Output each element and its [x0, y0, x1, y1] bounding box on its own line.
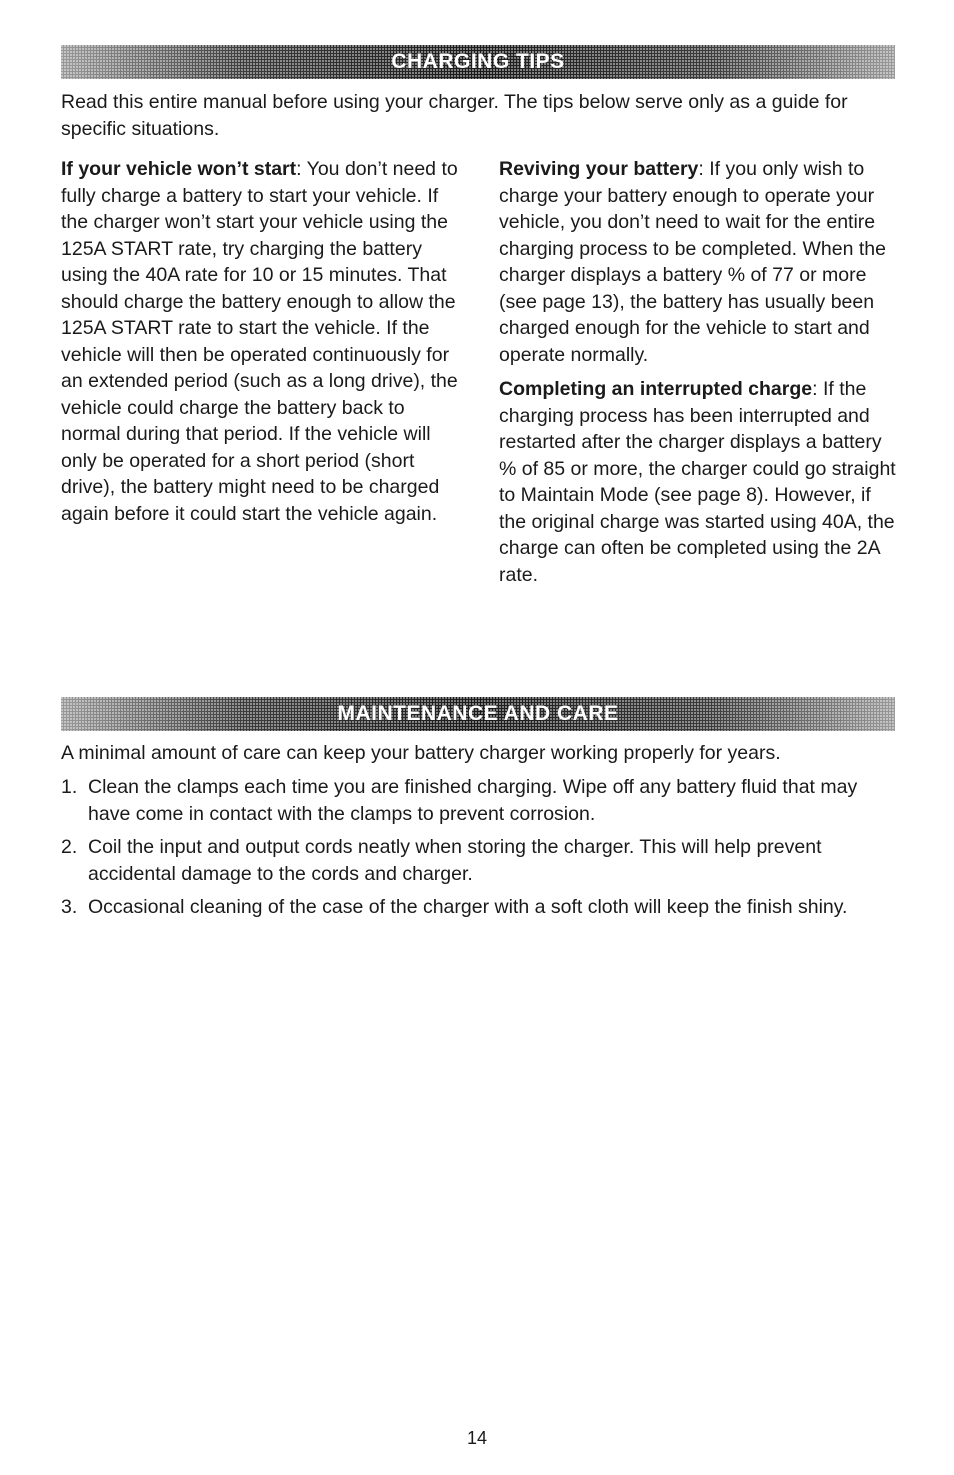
- list-item: [61, 894, 897, 921]
- page-number: 14: [466, 1428, 488, 1448]
- tip-body: : If the charging process has been interrupted and restarted after the charger displays a battery % of 85 or more, the charger could go straight to Maintain Mode (see page 8). However, if the original charge was started using 40A, the charge can often be completed using the 2A rate.: [499, 378, 896, 586]
- tip-lead: Reviving your battery: [499, 158, 699, 180]
- list-item: [61, 774, 897, 827]
- list-item-text: Coil the input and output cords neatly when storing the charger. This will help prevent accidental damage to the cords and charger.: [88, 836, 822, 885]
- list-item-number: 2.: [61, 836, 78, 858]
- tip-body: : You don’t need to fully charge a battery to start your vehicle. If the charger won’t start your vehicle using the 125A START rate, try charging the battery using the 40A rate for 10 or 15 minutes. That should charge the battery enough to allow the 125A START rate to start the vehicle. If the vehicle will then be operated continuously for an extended period (such as a long drive), the vehicle could charge the battery back to normal during that period. If the vehicle will only be operated for a short period (short drive), the battery might need to be charged again before it could start the vehicle again.: [61, 158, 458, 525]
- tip-body: : If you only wish to charge your battery enough to operate your vehicle, you don’t need to wait for the entire charging process to be completed. When the charger displays a battery % of 77 or more (see page 13), the battery has usually been charged enough for the vehicle to start and operate normally.: [499, 158, 886, 366]
- list-item-number: 3.: [61, 896, 78, 918]
- right-column: [499, 156, 897, 588]
- maintenance-banner: [61, 697, 895, 731]
- charging-tips-intro: Read this entire manual before using your charger. The tips below serve only as a guide for specific situations.: [61, 91, 848, 140]
- tip-interrupted-charge: [499, 376, 897, 588]
- tip-lead: Completing an interrupted charge: [499, 378, 813, 400]
- maintenance-list: [61, 774, 897, 928]
- tip-vehicle-wont-start: [61, 156, 461, 527]
- list-item-text: Occasional cleaning of the case of the charger with a soft cloth will keep the finish shiny.: [88, 896, 848, 918]
- tip-lead: If your vehicle won’t start: [61, 158, 297, 180]
- list-item-text: Clean the clamps each time you are finished charging. Wipe off any battery fluid that may have come in contact with the clamps to prevent corrosion.: [88, 776, 858, 825]
- tip-reviving-battery: [499, 156, 897, 368]
- maintenance-title: MAINTENANCE AND CARE: [337, 702, 619, 725]
- list-item-number: 1.: [61, 776, 78, 798]
- charging-tips-title: CHARGING TIPS: [391, 50, 565, 73]
- maintenance-intro: A minimal amount of care can keep your battery charger working properly for years.: [61, 742, 781, 764]
- left-column: [61, 156, 461, 527]
- list-item: [61, 834, 897, 887]
- charging-tips-banner: [61, 45, 895, 79]
